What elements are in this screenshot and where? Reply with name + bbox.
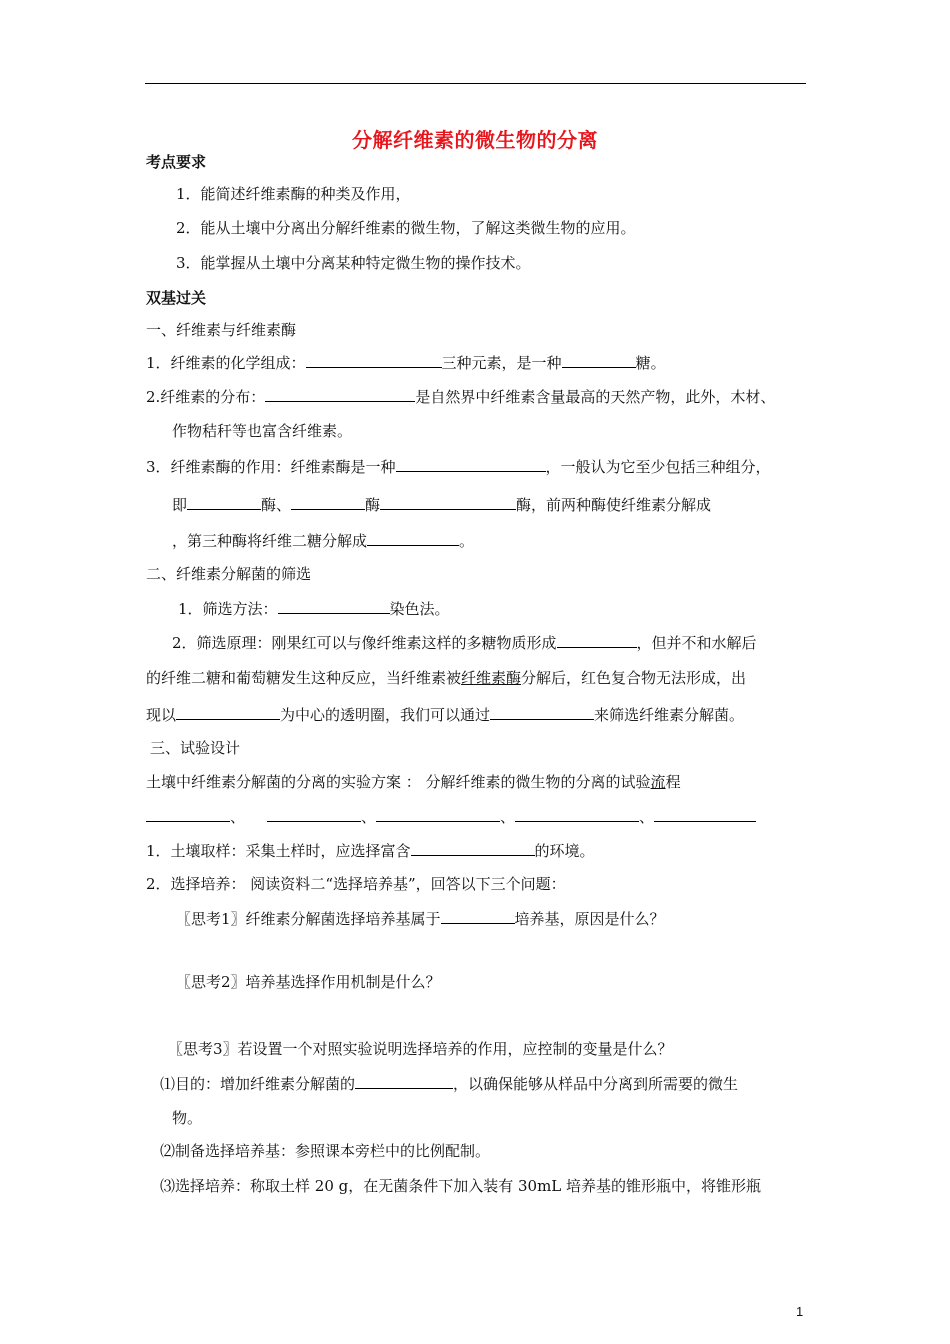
page-number: 1	[796, 1304, 804, 1319]
requirement-3: 3．能掌握从土壤中分离某种特定微生物的操作技术。	[176, 254, 531, 272]
blank[interactable]	[146, 806, 230, 822]
heading-1: 一、纤维素与纤维素酶	[146, 321, 297, 339]
heading-3: 三、试验设计	[150, 739, 241, 757]
requirement-2: 2．能从土壤中分离出分解纤维素的微生物，了解这类微生物的应用。	[176, 219, 636, 237]
blank[interactable]	[562, 352, 636, 368]
blank[interactable]	[441, 908, 515, 924]
question-3-cont: 即 酶、 酶 酶，前两种酶使纤维素分解成	[172, 496, 712, 514]
blank[interactable]	[380, 494, 516, 510]
blank[interactable]	[291, 494, 365, 510]
blank[interactable]	[396, 456, 546, 472]
requirement-1: 1．能简述纤维素酶的种类及作用，	[176, 185, 411, 203]
screen-principle-cont: 的纤维二糖和葡萄糖发生这种反应，当纤维素被纤维素酶分解后，红色复合物无法形成，出	[146, 669, 747, 687]
item-1-cont: 物。	[172, 1109, 203, 1127]
blank[interactable]	[355, 1073, 453, 1089]
blank[interactable]	[376, 806, 500, 822]
step-1: 1．土壤取样：采集土样时，应选择富含 的环境。	[146, 842, 595, 860]
blank[interactable]	[187, 494, 261, 510]
question-3: 3．纤维素酶的作用：纤维素酶是一种 ，一般认为它至少包括三种组分，	[146, 458, 771, 476]
question-2-cont: 作物秸秆等也富含纤维素。	[172, 422, 353, 440]
blank[interactable]	[515, 806, 639, 822]
blank[interactable]	[490, 704, 594, 720]
blank[interactable]	[654, 806, 756, 822]
section-shuangji: 双基过关	[146, 289, 207, 307]
question-3-cont2: ，第三种酶将纤维二糖分解成 。	[172, 532, 475, 550]
step-2: 2．选择培养： 阅读资料二“选择培养基”，回答以下三个问题：	[146, 875, 566, 893]
question-1: 1．纤维素的化学组成： 三种元素，是一种 糖。	[146, 354, 666, 372]
heading-2: 二、纤维素分解菌的筛选	[146, 565, 312, 583]
section-kaodian: 考点要求	[146, 153, 207, 171]
page-title: 分解纤维素的微生物的分离	[352, 128, 598, 152]
item-2: ⑵制备选择培养基：参照课本旁栏中的比例配制。	[160, 1142, 491, 1160]
item-3: ⑶选择培养：称取土样 20 g，在无菌条件下加入装有 30mL 培养基的锥形瓶中，将锥形瓶	[160, 1177, 762, 1195]
header-rule	[145, 83, 806, 84]
blank[interactable]	[367, 530, 459, 546]
think-2: 〖思考2〗培养基选择作用机制是什么？	[176, 973, 441, 991]
experiment-plan: 土壤中纤维素分解菌的分离的实验方案 ： 分解纤维素的微生物的分离的试验流程	[146, 773, 681, 791]
flow-blanks: 、 、 、 、	[146, 806, 756, 827]
think-1: 〖思考1〗纤维素分解菌选择培养基属于 培养基，原因是什么？	[176, 910, 665, 928]
think-3: 〖思考3〗若设置一个对照实验说明选择培养的作用，应控制的变量是什么？	[168, 1040, 673, 1058]
screen-principle-cont2: 现以 为中心的透明圈，我们可以通过 来筛选纤维素分解菌。	[146, 706, 745, 724]
blank[interactable]	[176, 704, 280, 720]
blank[interactable]	[411, 840, 535, 856]
screen-method: 1．筛选方法： 染色法。	[178, 600, 450, 618]
item-1: ⑴目的：增加纤维素分解菌的 ，以确保能够从样品中分离到所需要的微生	[160, 1075, 739, 1093]
screen-principle: 2．筛选原理：刚果红可以与像纤维素这样的多糖物质形成 ，但并不和水解后	[172, 634, 757, 652]
blank[interactable]	[557, 632, 637, 648]
blank[interactable]	[267, 806, 361, 822]
blank[interactable]	[306, 352, 442, 368]
blank[interactable]	[278, 598, 390, 614]
blank[interactable]	[265, 386, 415, 402]
question-2: 2.纤维素的分布： 是自然界中纤维素含量最高的天然产物，此外，木材、	[146, 388, 776, 406]
